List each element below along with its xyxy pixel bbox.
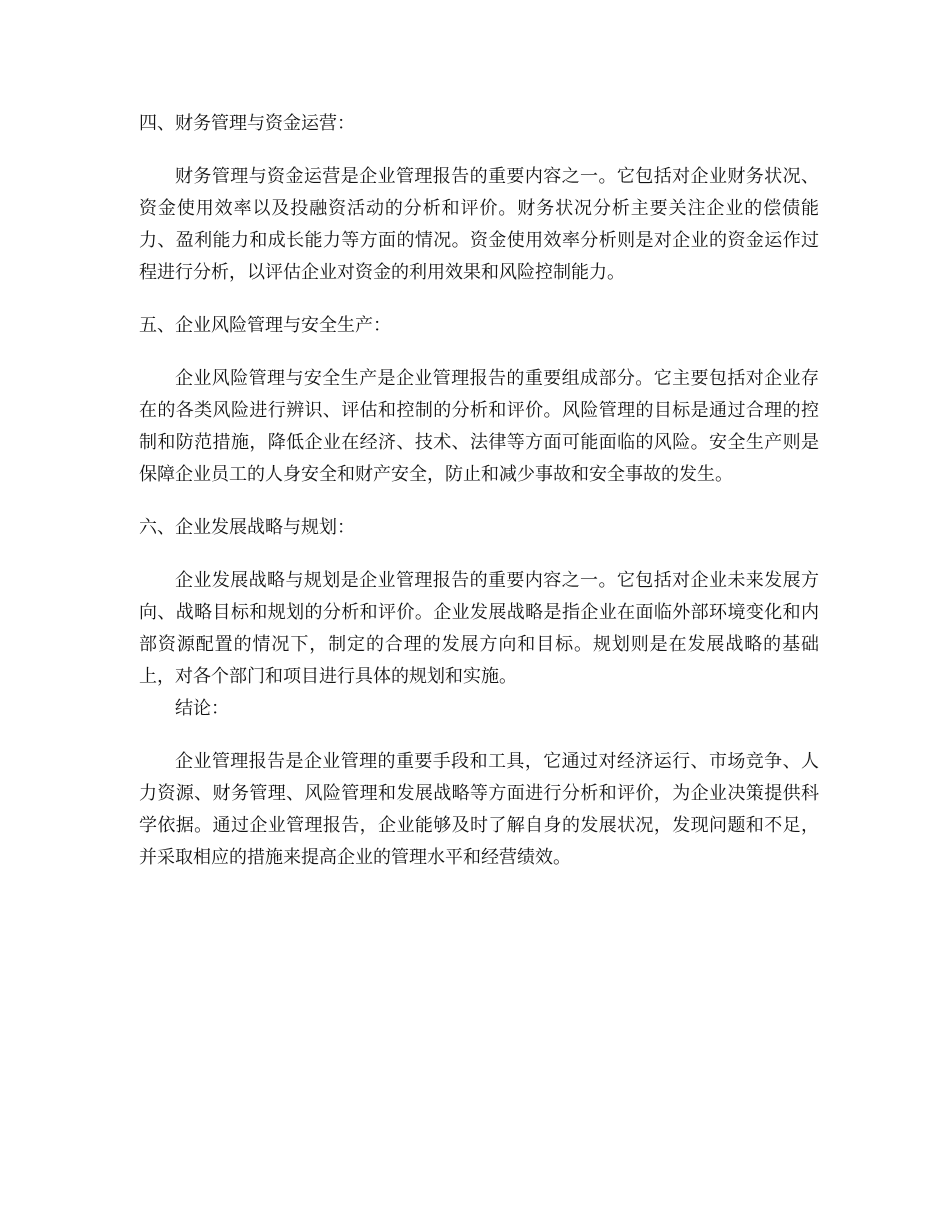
conclusion-label: 结论：	[175, 698, 229, 719]
section-heading-risk: 五、企业风险管理与安全生产：	[139, 315, 391, 336]
section-body-finance: 财务管理与资金运营是企业管理报告的重要内容之一。它包括对企业财务状况、资金使用效率以及投融资活动的分析和评价。财务状况分析主要关注企业的偿债能力、盈利能力和成长能力等方面的情况。资金使用效率分析则是对企业的资金运作过程进行分析，以评估企业对资金的利用效果和风险控制能力。	[139, 166, 819, 283]
section-heading-strategy: 六、企业发展战略与规划：	[139, 517, 355, 538]
conclusion-body: 企业管理报告是企业管理的重要手段和工具，它通过对经济运行、市场竞争、人力资源、财务管理、风险管理和发展战略等方面进行分析和评价，为企业决策提供科学依据。通过企业管理报告，企业能够及时了解自身的发展状况，发现问题和不足，并采取相应的措施来提高企业的管理水平和经营绩效。	[139, 751, 819, 868]
section-body-risk: 企业风险管理与安全生产是企业管理报告的重要组成部分。它主要包括对企业存在的各类风险进行辨识、评估和控制的分析和评价。风险管理的目标是通过合理的控制和防范措施，降低企业在经济、技术、法律等方面可能面临的风险。安全生产则是保障企业员工的人身安全和财产安全，防止和减少事故和安全事故的发生。	[139, 368, 819, 485]
section-heading-finance: 四、财务管理与资金运营：	[139, 113, 355, 134]
section-body-strategy: 企业发展战略与规划是企业管理报告的重要内容之一。它包括对企业未来发展方向、战略目标和规划的分析和评价。企业发展战略是指企业在面临外部环境变化和内部资源配置的情况下，制定的合理的发展方向和目标。规划则是在发展战略的基础上，对各个部门和项目进行具体的规划和实施。	[139, 570, 819, 687]
document-page	[139, 108, 819, 874]
